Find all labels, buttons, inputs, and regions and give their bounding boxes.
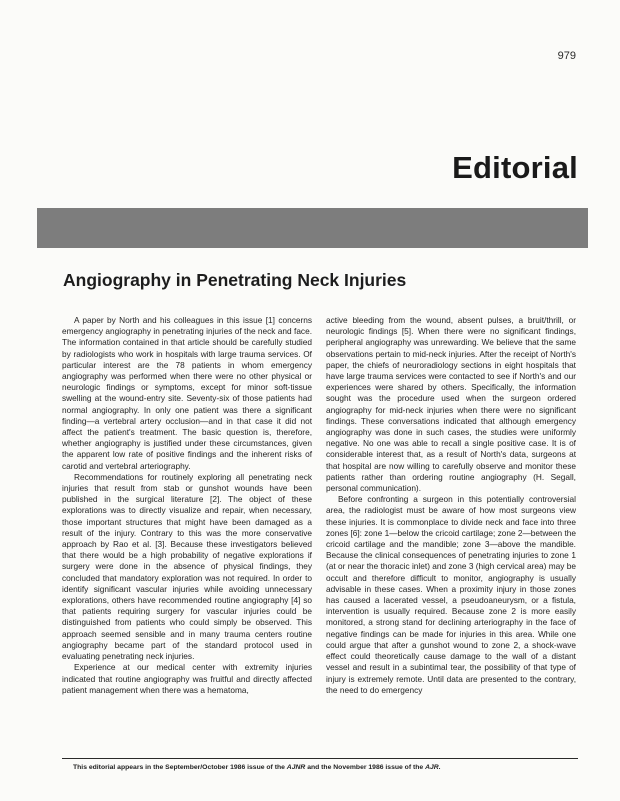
paragraph: Experience at our medical center with extremity injuries indicated that routine angiography was fruitful and directly affected patient management when there was a hematoma, xyxy=(62,662,312,695)
right-column xyxy=(326,315,576,696)
footnote-journal-ajnr: AJNR xyxy=(286,764,306,771)
paragraph: Before confronting a surgeon in this potentially controversial area, the radiologist must be aware of how most surgeons view these injuries. It is commonplace to divide neck and face into three zones [6]: zone 1—below the cricoid cartilage; zone 2—between the cricoid cartilage and the mandible; zone 3—above the mandible. Because the clinical consequences of penetrating injuries to zone 1 (at or near the thoracic inlet) and zone 3 (high cervical area) may be occult and therefore difficult to monitor, angiography is usually advisable in these cases. When a proximity injury in those zones has caused a lacerated vessel, a pseudoaneurysm, or a fistula, intervention is usually required. Because zone 2 is more easily monitored, a strong stand for declining arteriography in the face of negative findings can be made for injuries in this area. While one could argue that after a gunshot wound to zone 2, a shock-wave effect could theoretically cause damage to the wall of a distant vessel and result in a subintimal tear, the possibility of that type of injury is extremely remote. Until data are presented to the contrary, the need to do emergency xyxy=(326,494,576,695)
footnote-rule xyxy=(62,758,578,759)
paragraph: Recommendations for routinely exploring all penetrating neck injuries that result from stab or gunshot wounds have been published in the surgical literature [2]. The object of these explorations was to directly visualize and repair, when necessary, those important structures that might have been damaged as a result of the injury. Contrary to this was the more conservative approach by Rao et al. [3]. Because these investigators believed that there would be a high probability of negative explorations if surgery were done in the absence of physical findings, they concluded that mandatory exploration was not required. In order to identify significant vascular injuries while avoiding unnecessary explorations, others have recommended routine angiography [4] so that patients requiring surgery for vascular injuries could be distinguished from patients who could simply be observed. This approach seemed sensible and in many trauma centers routine angiography became part of the standard protocol used in evaluating penetrating neck injuries. xyxy=(62,471,312,662)
footnote-middle: and the November 1986 issue of the xyxy=(305,764,426,771)
paragraph: A paper by North and his colleagues in this issue [1] concerns emergency angiography in penetrating injuries of the neck and face. The information contained in that article should be carefully studied by radiologists who work in hospitals with large trauma services. Of particular interest are the 78 patients in whom emergency angiography was performed when there were no other physical or neurologic findings or symptoms, except for minor soft-tissue swelling at the wound-entry site. Seventy-six of those patients had normal angiography. In only one patient was there a significant finding—a vertebral artery occlusion—and in that case it did not affect the patient's treatment. The basic question is, therefore, whether angiography is justified under these circumstances, given the apparent low rate of positive findings and the inherent risks of carotid and vertebral arteriography. xyxy=(62,315,312,471)
footnote xyxy=(73,764,441,771)
footnote-suffix: . xyxy=(438,764,441,771)
footnote-prefix: This editorial appears in the September/October 1986 issue of the xyxy=(73,764,287,771)
page-number: 979 xyxy=(557,50,576,62)
section-title: Editorial xyxy=(452,150,578,185)
header-band xyxy=(37,208,588,248)
article-title: Angiography in Penetrating Neck Injuries xyxy=(63,270,407,290)
paragraph-continued: active bleeding from the wound, absent pulses, a bruit/thrill, or neurologic findings [5]. When there were no significant findings, peripheral angiography was unrewarding. We believe that the same observations pertain to mid-neck injuries. After the receipt of North's paper, the chiefs of neuroradiology sections in eight hospitals that have large trauma services were contacted to see if North's and our experiences were shared by others. Specifically, the information sought was the procedure used when the surgeon ordered angiography for mid-neck injuries when there were no significant findings. These conversations indicated that although emergency angiography was done in such cases, the studies were uniformly negative. No one was able to recall a single positive case. It is of considerable interest that, as a result of North's data, surgeons at that hospital are now willing to carefully observe and monitor these patients rather than ordering routine angiography (H. Segall, personal communication). xyxy=(326,315,576,494)
left-column xyxy=(62,315,312,696)
footnote-journal-ajr: AJR xyxy=(425,764,439,771)
